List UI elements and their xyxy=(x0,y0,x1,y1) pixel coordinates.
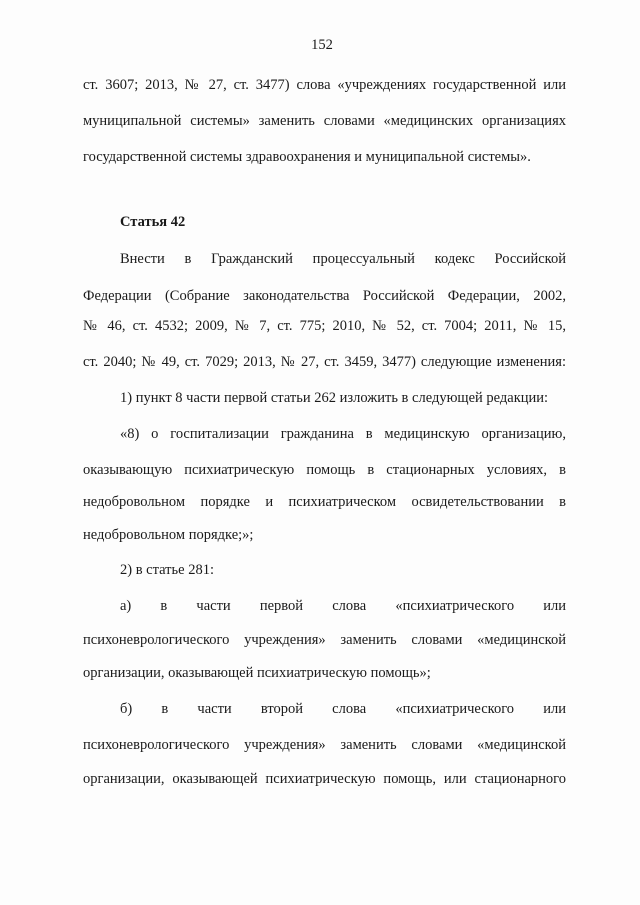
sub-item-b: б) в части второй слова «психиатрического или xyxy=(120,701,566,717)
text-line: недобровольном порядке и психиатрическом освидетельствовании в xyxy=(83,494,566,510)
list-item-2: 2) в статье 281: xyxy=(120,562,214,578)
text-line: недобровольном порядке;»; xyxy=(83,527,254,543)
sub-item-a: а) в части первой слова «психиатрического или xyxy=(120,598,566,614)
text-line: № 46, ст. 4532; 2009, № 7, ст. 775; 2010, № 52, ст. 7004; 2011, № 15, xyxy=(83,318,566,334)
page-number: 152 xyxy=(311,37,333,53)
text-line: «8) о госпитализации гражданина в медицинскую организацию, xyxy=(120,426,566,442)
text-line: Внести в Гражданский процессуальный кодекс Российской xyxy=(120,251,566,267)
text-line: оказывающую психиатрическую помощь в стационарных условиях, в xyxy=(83,462,566,478)
text-line: Федерации (Собрание законодательства Российской Федерации, 2002, xyxy=(83,288,566,304)
article-heading: Статья 42 xyxy=(120,214,186,230)
text-line: психоневрологического учреждения» заменить словами «медицинской xyxy=(83,737,566,753)
text-line: государственной системы здравоохранения и муниципальной системы». xyxy=(83,149,531,165)
list-item-1: 1) пункт 8 части первой статьи 262 изложить в следующей редакции: xyxy=(120,390,549,406)
text-line: организации, оказывающей психиатрическую помощь»; xyxy=(83,665,431,681)
text-line: психоневрологического учреждения» заменить словами «медицинской xyxy=(83,632,566,648)
text-line: организации, оказывающей психиатрическую помощь, или стационарного xyxy=(83,771,566,787)
text-line: ст. 2040; № 49, ст. 7029; 2013, № 27, ст. 3459, 3477) следующие изменения: xyxy=(83,354,566,370)
text-line: муниципальной системы» заменить словами «медицинских организациях xyxy=(83,113,566,129)
text-line: ст. 3607; 2013, № 27, ст. 3477) слова «учреждениях государственной или xyxy=(83,77,566,93)
